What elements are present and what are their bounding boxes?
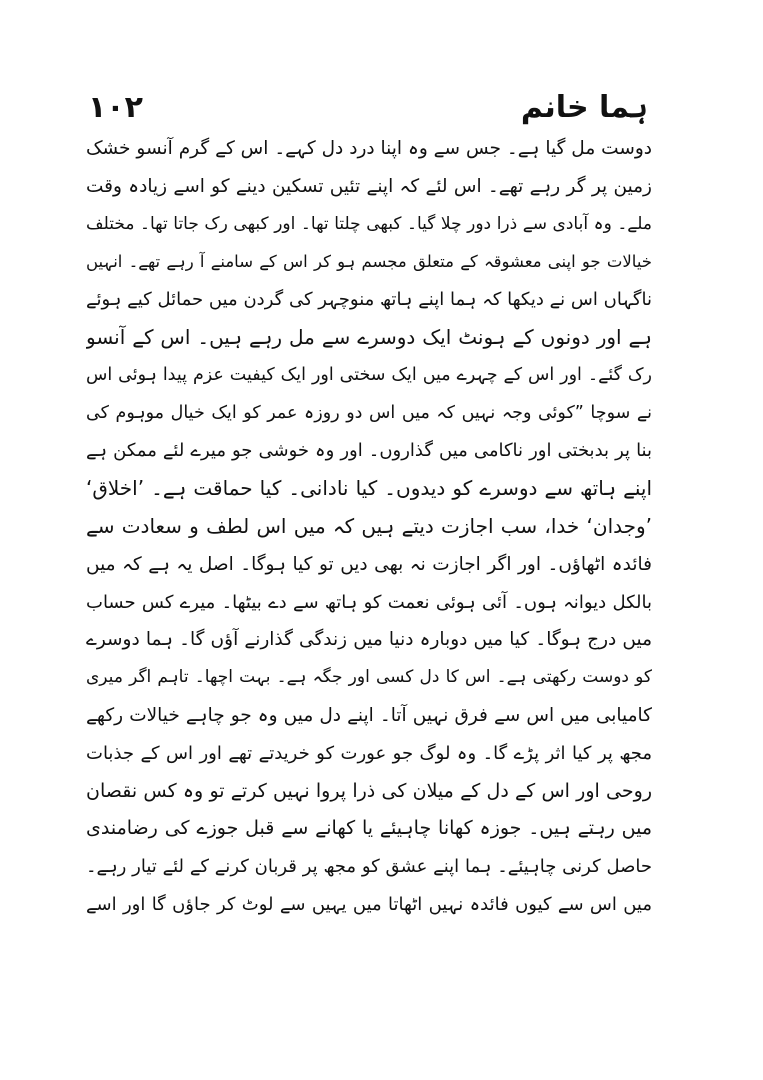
text-line: ’وجدان‘ خدا، سب اجازت دیتے ہیں کہ میں اس لطف و سعادت سے bbox=[86, 513, 652, 538]
page-number: ۱۰۲ bbox=[88, 90, 143, 125]
page-header bbox=[88, 84, 648, 132]
text-line: بنا پر بدبختی اور ناکامی میں گذاروں۔ اور وہ خوشی جو میرے لئے ممکن ہے bbox=[86, 440, 652, 462]
text-line: زمین پر گر رہے تھے۔ اس لئے کہ اپنے تئیں تسکین دینے کو اسے زیادہ وقت bbox=[86, 175, 652, 197]
text-line: ملے۔ وہ آبادی سے ذرا دور چلا گیا۔ کبھی چلتا تھا۔ اور کبھی رک جاتا تھا۔ مختلف bbox=[86, 213, 652, 234]
text-line: دوست مل گیا ہے۔ جس سے وہ اپنا درد دل کہے۔ اس کے گرم آنسو خشک bbox=[86, 138, 652, 159]
running-title: ہما خانم bbox=[520, 90, 648, 125]
text-line: ہے اور دونوں کے ہونٹ ایک دوسرے سے مل رہے ہیں۔ اس کے آنسو bbox=[86, 324, 652, 349]
text-line: میں رہتے ہیں۔ جوزہ کھانا چاہیئے یا کھانے سے قبل جوزے کی رضامندی bbox=[86, 817, 652, 840]
text-line: نے سوچا ”کوئی وجہ نہیں کہ میں اس دو روزہ عمر کو ایک خیال موہوم کی bbox=[86, 402, 652, 423]
text-line: میں اس سے کیوں فائدہ نہیں اٹھاتا میں یہیں سے لوٹ کر جاؤں گا اور اسے bbox=[86, 893, 652, 915]
text-line: روحی اور اس کے دل کے میلان کی ذرا پروا نہیں کرتے تو وہ کس نقصان bbox=[86, 779, 652, 802]
text-line: کامیابی میں اس سے فرق نہیں آتا۔ اپنے دل میں وہ جو چاہے خیالات رکھے bbox=[86, 704, 652, 726]
text-line: اپنے ہاتھ سے دوسرے کو دیدوں۔ کیا نادانی۔ کیا حماقت ہے۔ ’اخلاق‘ bbox=[86, 476, 652, 501]
text-line: ناگہاں اس نے دیکھا کہ ہما اپنے ہاتھ منوچہر کی گردن میں حمائل کیے ہوئے bbox=[86, 289, 652, 311]
text-line: میں درج ہوگا۔ کیا میں دوبارہ دنیا میں زندگی گذارنے آؤں گا۔ ہما دوسرے bbox=[86, 629, 652, 651]
text-line: فائدہ اٹھاؤں۔ اور اگر اجازت نہ بھی دیں تو کیا ہوگا۔ اصل یہ ہے کہ میں bbox=[86, 553, 652, 575]
text-line: حاصل کرنی چاہیئے۔ ہما اپنے عشق کو مجھ پر قربان کرنے کے لئے تیار رہے۔ bbox=[86, 856, 652, 878]
body-text bbox=[86, 130, 652, 924]
text-line: بالکل دیوانہ ہوں۔ آئی ہوئی نعمت کو ہاتھ سے دے بیٹھا۔ میرے کس حساب bbox=[86, 591, 652, 613]
text-line: رک گئے۔ اور اس کے چہرے میں ایک سختی اور ایک کیفیت عزم پیدا ہوئی اس bbox=[86, 364, 652, 385]
text-line: کو دوست رکھتی ہے۔ اس کا دل کسی اور جگہ ہے۔ بہت اچھا۔ تاہم اگر میری bbox=[86, 667, 652, 688]
text-line: مجھ پر کیا اثر پڑے گا۔ وہ لوگ جو عورت کو خریدتے تھے اور اس کے جذبات bbox=[86, 742, 652, 764]
text-line: خیالات جو اپنی معشوقہ کے متعلق مجسم ہو کر اس کے سامنے آ رہے تھے۔ انہیں bbox=[86, 252, 652, 272]
